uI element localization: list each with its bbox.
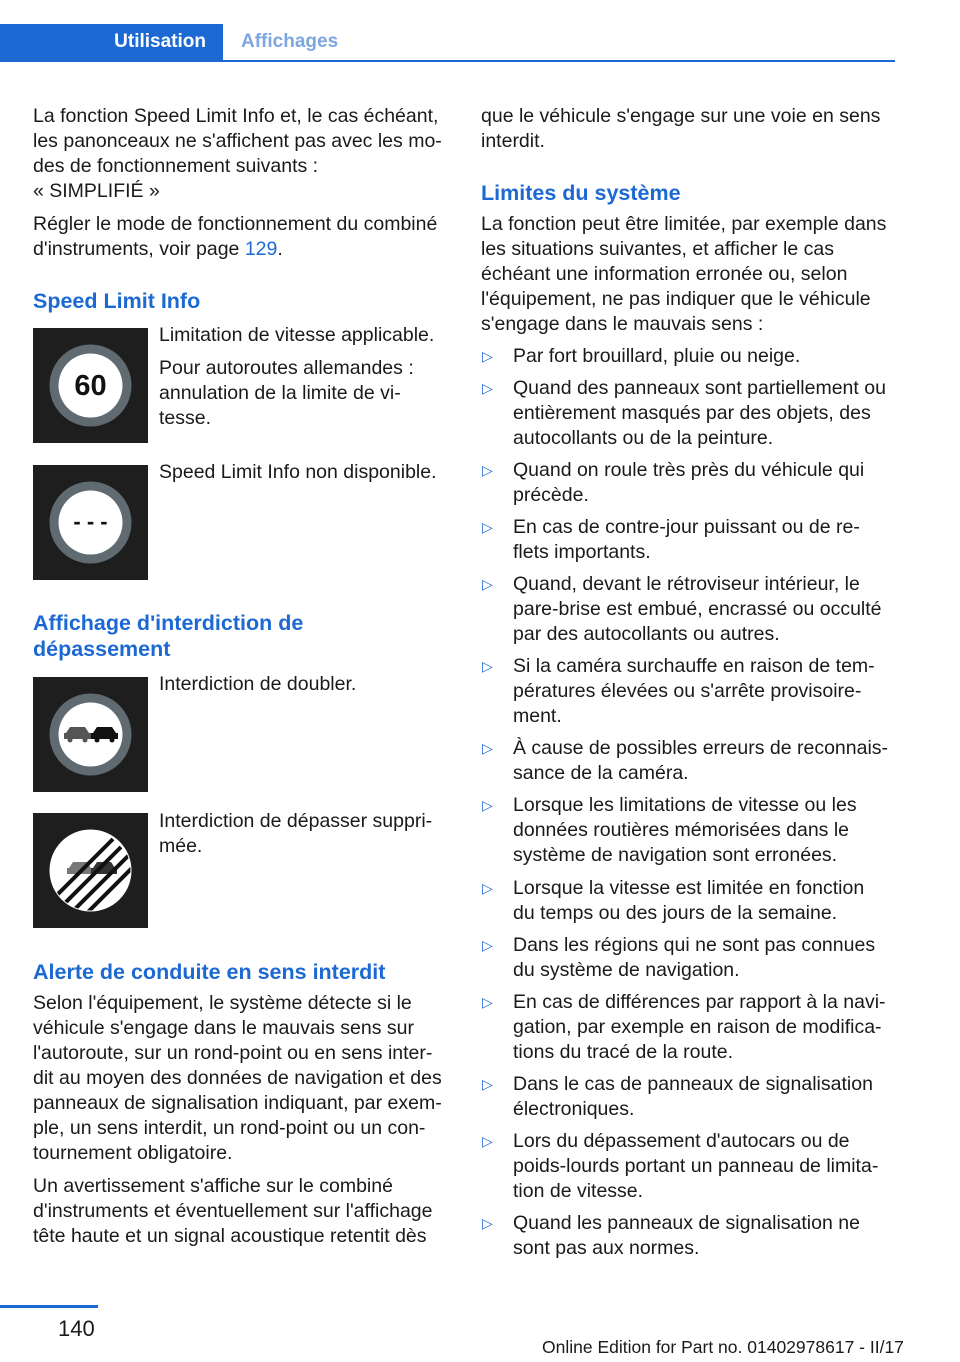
setting-end: .: [277, 238, 283, 260]
bullet-triangle-icon: ▷: [482, 994, 493, 1010]
bullet-triangle-icon: ▷: [482, 462, 493, 478]
list-item-text: Dans les régions qui ne sont pas connues du système de navigation.: [513, 934, 876, 981]
list-item-text: Lorsque la vitesse est limitée en fonction du temps ou des jours de la semaine.: [513, 877, 865, 924]
list-item-text: En cas de différences par rapport à la navi- gation, par exemple en raison de modifica- tions du tracé de la route.: [513, 991, 886, 1063]
list-item-text: Quand les panneaux de signalisation ne sont pas aux normes.: [513, 1212, 860, 1259]
bullet-triangle-icon: ▷: [482, 519, 493, 535]
wrong-way-heading: Alerte de conduite en sens interdit: [33, 960, 386, 984]
wrong-way-paragraph-2: Un avertissement s'affiche sur le combiné d'instruments et éventuellement sur l'affichage tête haute et un signal acoustique retentit dès: [33, 1175, 433, 1247]
list-item-text: Quand on roule très près du véhicule qui précède.: [513, 459, 865, 506]
sign3-caption: Interdiction de doubler.: [159, 673, 357, 695]
tab-affichages[interactable]: Affichages: [241, 31, 339, 52]
bullet-triangle-icon: ▷: [482, 740, 493, 756]
bullet-triangle-icon: ▷: [482, 348, 493, 364]
bullet-triangle-icon: ▷: [482, 937, 493, 953]
bullet-triangle-icon: ▷: [482, 880, 493, 896]
list-item-text: Lors du dépassement d'autocars ou de poids-lourds portant un panneau de limita- tion de vitesse.: [513, 1130, 879, 1202]
section-header: [0, 24, 895, 62]
end-no-overtaking-sign-image: [33, 813, 148, 928]
bullet-triangle-icon: ▷: [482, 1215, 493, 1231]
speed-limit-60-sign-image: [33, 328, 148, 443]
sign-dashes-value: - - -: [73, 509, 108, 534]
bullet-triangle-icon: ▷: [482, 658, 493, 674]
system-limits-intro: La fonction peut être limitée, par exemple dans les situations suivantes, et afficher le cas échéant une information erronée ou, selon l'équipement, ne pas indiquer que le véhicule s'engage dans le mauvais sens :: [481, 213, 887, 335]
page-link-129[interactable]: 129: [244, 238, 278, 260]
system-limits-heading: Limites du système: [481, 181, 681, 205]
tab-utilisation[interactable]: Utilisation: [0, 24, 223, 60]
bullet-triangle-icon: ▷: [482, 797, 493, 813]
page-number: 140: [58, 1316, 95, 1341]
bullet-triangle-icon: ▷: [482, 576, 493, 592]
list-item-text: Dans le cas de panneaux de signalisation électroniques.: [513, 1073, 873, 1120]
continued-paragraph: que le véhicule s'engage sur une voie en sens interdit.: [481, 105, 881, 152]
list-item-text: Quand des panneaux sont partiellement ou entièrement masqués par des objets, des autocollants ou de la peinture.: [513, 377, 886, 449]
list-item-text: En cas de contre-jour puissant ou de re- flets importants.: [513, 516, 860, 563]
intro-paragraph: La fonction Speed Limit Info et, le cas échéant, les panonceaux ne s'affichent pas avec les mo- des de fonctionnement suivants : « SIMPLIFIÉ »: [33, 105, 442, 202]
overtake-heading: Affichage d'interdiction de dépassement: [33, 611, 304, 661]
sign1-caption1: Limitation de vitesse applicable.: [159, 324, 435, 346]
list-item-text: Par fort brouillard, pluie ou neige.: [513, 345, 801, 367]
setting-text: Régler le mode de fonctionnement du combiné d'instruments, voir page: [33, 213, 438, 260]
list-item-text: À cause de possibles erreurs de reconnais- sance de la caméra.: [513, 737, 889, 784]
bullet-triangle-icon: ▷: [482, 1076, 493, 1092]
sign4-caption: Interdiction de dépasser suppri- mée.: [159, 810, 433, 857]
wrong-way-paragraph-1: Selon l'équipement, le système détecte si le véhicule s'engage dans le mauvais sens sur l'autoroute, sur un rond-point ou en sens inter- dit au moyen des données de navigation et des panneaux de signalisation indiquant, par exem- ple, un sens interdit, un rond-point ou un con- tournement obligatoire.: [33, 992, 442, 1164]
bullet-triangle-icon: ▷: [482, 380, 493, 396]
setting-paragraph: [33, 212, 448, 262]
list-item-text: Quand, devant le rétroviseur intérieur, le pare-brise est embué, encrassé ou occulté par des autocollants ou autres.: [513, 573, 882, 645]
sign-60-value: 60: [74, 370, 107, 402]
list-item-text: Lorsque les limitations de vitesse ou les données routières mémorisées dans le système de navigation sont erronées.: [513, 794, 857, 866]
sign1-caption2: Pour autoroutes allemandes : annulation de la limite de vi- tesse.: [159, 357, 414, 429]
no-overtaking-sign-image: [33, 677, 148, 792]
bullet-triangle-icon: ▷: [482, 1133, 493, 1149]
speed-limit-heading: Speed Limit Info: [33, 289, 201, 313]
footer-rule: [0, 1305, 98, 1308]
speed-limit-unavailable-sign-image: [33, 465, 148, 580]
sign2-caption: Speed Limit Info non disponible.: [159, 461, 437, 483]
list-item-text: Si la caméra surchauffe en raison de tem- pératures élevées ou s'arrête provisoire- ment.: [513, 655, 875, 727]
edition-footer: Online Edition for Part no. 01402978617 - II/17: [542, 1337, 904, 1357]
